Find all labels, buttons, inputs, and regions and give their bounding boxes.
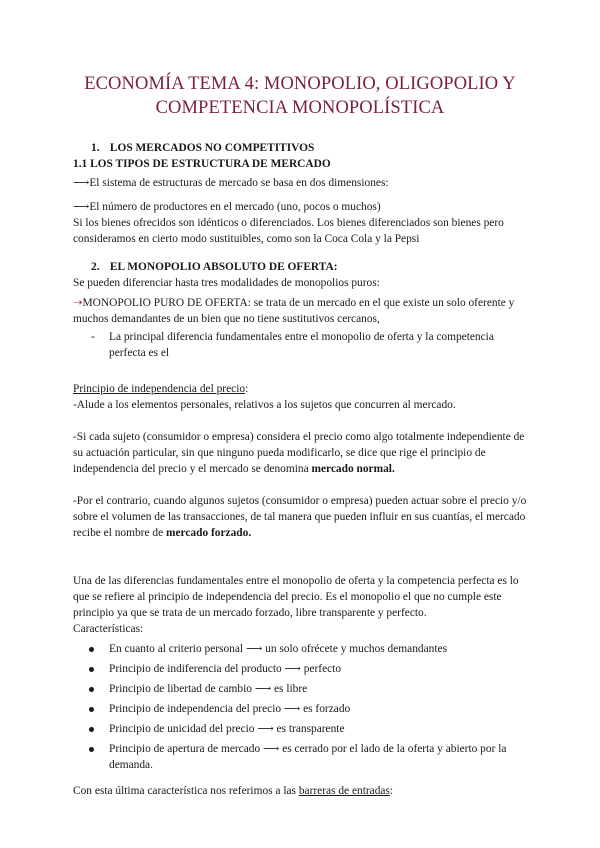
red-arrow-icon: ➝ <box>73 297 83 309</box>
final-paragraph <box>73 783 533 799</box>
section-1-heading <box>73 140 533 156</box>
diferencias-paragraph: Una de las diferencias fundamentales entre el monopolio de oferta y la competencia perfecta es lo que se refiere al principio de independencia del precio. Es el monopolio el que no cumple este principio ya que se trata de un mercado forzado, libre transparente y perfecto. <box>73 575 519 619</box>
document-title: ECONOMÍA TEMA 4: MONOPOLIO, OLIGOPOLIO Y COMPETENCIA MONOPOLÍSTICA <box>84 74 516 118</box>
barreras-link-text: barreras de entradas <box>298 785 390 797</box>
section-1-line-1: ⟶El sistema de estructuras de mercado se basa en dos dimensiones: <box>73 177 389 189</box>
final-text: Con esta última característica nos referimos a las <box>73 785 299 797</box>
bullet-text: Principio de independencia del precio ⟶ es forzado <box>109 703 351 715</box>
list-item <box>73 661 533 677</box>
caracteristicas-label: Características: <box>73 623 144 635</box>
list-item <box>73 721 533 737</box>
dash-item-text: La principal diferencia fundamentales entre el monopolio de oferta y la competencia perfecta es el <box>109 331 494 359</box>
principio-heading <box>73 381 533 397</box>
principio-paragraph-3 <box>73 493 533 541</box>
section-2-title: EL MONOPOLIO ABSOLUTO DE OFERTA: <box>109 261 338 273</box>
principio-colon: : <box>245 383 249 395</box>
monopolio-puro-text: MONOPOLIO PURO DE OFERTA: se trata de un mercado en el que existe un solo oferente y muchos demandantes de un bien que no tiene sustitutivos cercanos, <box>73 297 515 325</box>
section-1-number: 1. <box>91 142 100 154</box>
document-body <box>73 140 533 799</box>
section-1-1-heading: 1.1 LOS TIPOS DE ESTRUCTURA DE MERCADO <box>73 158 331 170</box>
list-item <box>73 681 533 697</box>
list-item <box>73 741 533 773</box>
list-item <box>73 641 533 657</box>
bullet-icon <box>89 667 94 672</box>
section-2-number: 2. <box>91 261 100 273</box>
bullet-text: Principio de apertura de mercado ⟶ es cerrado por el lado de la oferta y abierto por la demanda. <box>109 743 507 771</box>
dash-marker: - <box>91 331 95 343</box>
section-2-intro: Se pueden diferenciar hasta tres modalidades de monopolios puros: <box>73 277 380 289</box>
list-item <box>73 701 533 717</box>
list-item <box>73 329 533 361</box>
bullet-icon <box>89 747 94 752</box>
principio-paragraph-2 <box>73 429 533 477</box>
caracteristicas-list <box>73 641 533 773</box>
bullet-icon <box>89 647 94 652</box>
principio-paragraph-3-text: -Por el contrario, cuando algunos sujetos (consumidor o empresa) pueden actuar sobre el precio y/o sobre el volumen de las transacciones, de tal manera que pueden influir en sus cuantías, el mercado recibe el nombre de <box>73 495 527 539</box>
bullet-icon <box>89 707 94 712</box>
section-1-title: LOS MERCADOS NO COMPETITIVOS <box>109 142 315 154</box>
section-1-line-2: ⟶El número de productores en el mercado (uno, pocos o muchos) <box>73 201 381 213</box>
principio-label: Principio de independencia del precio <box>73 383 246 395</box>
section-2-heading <box>73 259 533 275</box>
section-1-paragraph: Si los bienes ofrecidos son idénticos o diferenciados. Los bienes diferenciados son bienes pero consideramos en cierto modo sustituibles, como son la Coca Cola y la Pepsi <box>73 217 504 245</box>
mercado-forzado-term: mercado forzado. <box>165 527 252 539</box>
bullet-text: Principio de indiferencia del producto ⟶ perfecto <box>109 663 342 675</box>
bullet-icon <box>89 727 94 732</box>
monopolio-puro-paragraph <box>73 295 533 327</box>
principio-line-1: -Alude a los elementos personales, relativos a los sujetos que concurren al mercado. <box>73 399 456 411</box>
dash-list <box>73 329 533 361</box>
bullet-icon <box>89 687 94 692</box>
final-colon: : <box>389 785 394 797</box>
mercado-normal-term: mercado normal. <box>311 463 395 475</box>
principio-paragraph-2-text: -Si cada sujeto (consumidor o empresa) considera el precio como algo totalmente independiente de su actuación particular, sin que ninguno pueda modificarlo, se dice que rige el principio de independencia del precio y el mercado se denomina <box>73 431 525 475</box>
bullet-text: En cuanto al criterio personal ⟶ un solo ofrécete y muchos demandantes <box>109 643 448 655</box>
bullet-text: Principio de unicidad del precio ⟶ es transparente <box>109 723 345 735</box>
bullet-text: Principio de libertad de cambio ⟶ es libre <box>109 683 308 695</box>
